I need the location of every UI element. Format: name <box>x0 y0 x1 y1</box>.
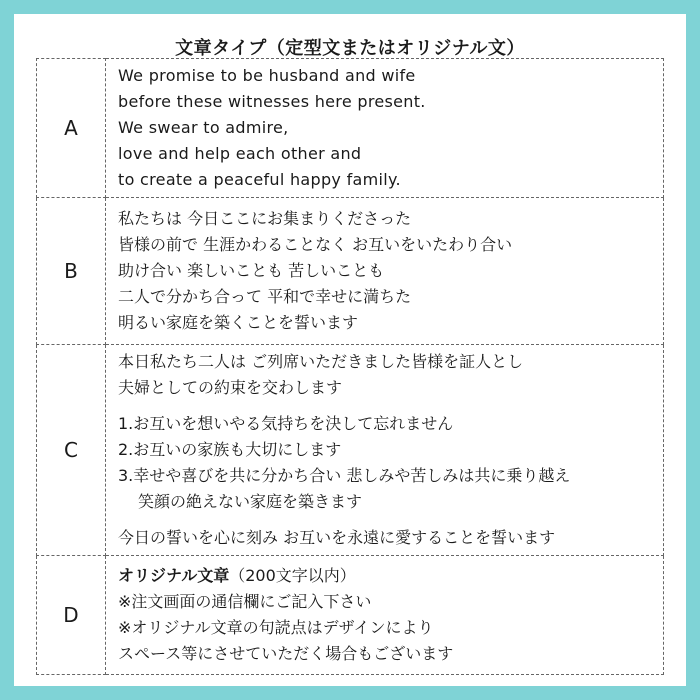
option-label: C <box>37 345 106 556</box>
text-line: We promise to be husband and wife <box>118 66 416 85</box>
option-row-b <box>37 198 664 345</box>
option-row-c <box>37 345 664 556</box>
option-row-d <box>37 556 664 675</box>
text-line: 夫婦としての約束を交わします <box>118 378 343 397</box>
text-line: 本日私たち二人は ご列席いただきました皆様を証人とし <box>118 352 524 371</box>
text-line: love and help each other and <box>118 144 362 163</box>
option-text <box>106 198 664 345</box>
text-line: 皆様の前で 生涯かわることなく お互いをいたわり合い <box>118 235 513 254</box>
text-line: 今日の誓いを心に刻み お互いを永遠に愛することを誓います <box>118 528 556 547</box>
option-label: D <box>37 556 106 675</box>
option-text <box>106 556 664 675</box>
text-line: 明るい家庭を築くことを誓います <box>118 313 359 332</box>
note-line: ※注文画面の通信欄にご記入下さい <box>118 592 372 611</box>
vow-item-continued: 笑顔の絶えない家庭を築きます <box>138 492 363 511</box>
option-label: B <box>37 198 106 345</box>
note-line: スペース等にさせていただく場合もございます <box>118 644 454 663</box>
vow-item: 1.お互いを想いやる気持ちを決して忘れません <box>118 414 454 433</box>
text-type-card <box>14 14 686 686</box>
page-title: 文章タイプ（定型文またはオリジナル文） <box>175 38 525 59</box>
vow-item: 2.お互いの家族も大切にします <box>118 440 342 459</box>
note-line: ※オリジナル文章の句読点はデザインにより <box>118 618 434 637</box>
original-text-heading <box>118 563 663 589</box>
text-line: to create a peaceful happy family. <box>118 170 401 189</box>
text-line: 私たちは 今日ここにお集まりくださった <box>118 209 412 228</box>
heading-note: （200文字以内） <box>229 566 356 585</box>
text-line: 助け合い 楽しいことも 苦しいことも <box>118 261 385 280</box>
text-line: 二人で分かち合って 平和で幸せに満ちた <box>118 287 412 306</box>
vow-item: 3.幸せや喜びを共に分かち合い 悲しみや苦しみは共に乗り越え <box>118 466 571 485</box>
option-label: A <box>37 59 106 198</box>
option-text <box>106 345 664 556</box>
text-type-table <box>36 58 664 675</box>
option-row-a <box>37 59 664 198</box>
heading-bold: オリジナル文章 <box>118 566 230 585</box>
text-line: We swear to admire, <box>118 118 289 137</box>
option-text <box>106 59 664 198</box>
text-line: before these witnesses here present. <box>118 92 426 111</box>
